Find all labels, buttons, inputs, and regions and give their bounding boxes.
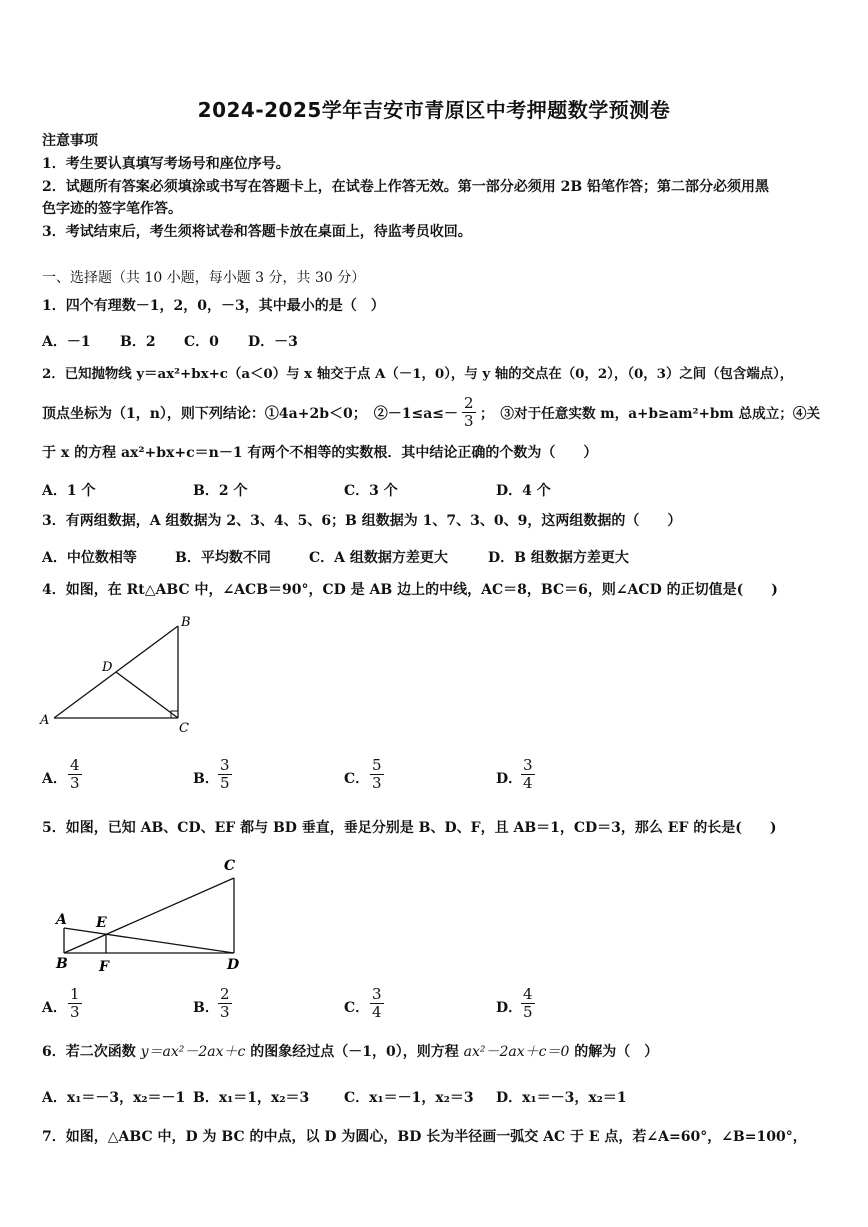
q3-stem: 3．有两组数据，A 组数据为 2、3、4、5、6；B 组数据为 1、7、3、0、9，这两组数据的（ ） [42,513,682,529]
q6-option-d: D．x₁＝－3，x₂＝1 [496,1090,627,1106]
q2-line-2a: 顶点坐标为（1，n），则下列结论：①4a+2b＜0； ②－1≤a≤－ [42,406,459,422]
q5-option-d-den: 5 [523,1003,533,1021]
q4-option-b-fraction [218,757,232,792]
q2-option-a: A．1 个 [42,483,96,499]
q2-line-3: 于 x 的方程 ax²+bx+c＝n－1 有两个不相等的实数根．其中结论正确的个数为（ ） [42,445,598,461]
q4-option-a-letter: A． [42,771,67,787]
notice-heading: 注意事项 [42,133,98,149]
q6-option-a: A．x₁＝－3，x₂＝－1 [42,1090,186,1106]
q5-label-c: C [224,858,236,874]
q4-option-c-den: 3 [372,774,382,792]
q3-option-c: C．A 组数据方差更大 [309,550,448,566]
q5-label-b: B [56,956,68,972]
q4-option-d-num: 3 [523,756,533,774]
q1-option-a: A．－1 [42,334,91,350]
q7-stem: 7．如图，△ABC 中，D 为 BC 的中点，以 D 为圆心，BD 长为半径画一弧交 AC 于 E 点，若∠A=60°，∠B=100°， [42,1129,807,1145]
q2-fraction-denominator: 3 [464,412,474,430]
q1-stem: 1．四个有理数－1，2，0，－3，其中最小的是（ ） [42,298,385,314]
q4-option-c-num: 5 [372,756,382,774]
section-heading: 一、选择题（共 10 小题，每小题 3 分，共 30 分） [42,270,366,286]
q4-option-b-den: 5 [220,774,230,792]
q6-stem-b: 的图象经过点（－1，0），则方程 [250,1044,459,1060]
q6-equation-expr: ax²－2ax＋c＝0 [463,1044,570,1060]
q6-option-b: B．x₁＝1，x₂＝3 [193,1090,310,1106]
q6-function-expr: y＝ax²－2ax＋c [140,1044,246,1060]
q5-label-f: F [99,959,109,975]
q4-stem: 4．如图，在 Rt△ABC 中，∠ACB＝90°，CD 是 AB 边上的中线，AC＝8，BC＝6，则∠ACD 的正切值是( ) [42,582,778,598]
q4-option-c-fraction [370,757,384,792]
q4-option-d-den: 4 [523,774,533,792]
q5-option-a-num: 1 [70,985,80,1003]
notice-item-1: 1．考生要认真填写考场号和座位序号。 [42,156,290,172]
q5-option-b-fraction [218,986,232,1021]
q5-option-b-den: 3 [220,1003,230,1021]
q5-option-b-letter: B． [193,1000,219,1016]
q6-option-c: C．x₁＝－1，x₂＝3 [344,1090,474,1106]
q6-stem-c: 的解为（ ） [574,1044,659,1060]
q6-stem [42,1043,658,1061]
q5-option-c-den: 4 [372,1003,382,1021]
q5-figure [48,850,258,978]
q4-option-c-letter: C． [344,771,370,787]
q5-option-d-letter: D． [496,1000,523,1016]
notice-item-3: 3．考试结束后，考生须将试卷和答题卡放在桌面上，待监考员收回。 [42,224,472,240]
q4-median-cd [116,672,178,718]
q4-label-a: A [40,713,50,728]
q2-option-b: B．2 个 [193,483,248,499]
q6-stem-a: 6．若二次函数 [42,1044,136,1060]
q5-label-a: A [56,912,67,928]
notice-item-2: 2．试题所有答案必须填涂或书写在答题卡上，在试卷上作答无效。第一部分必须用 2B 铅笔作答；第二部分必须用黑 [42,179,770,195]
q4-option-a-fraction [68,757,82,792]
q5-label-e: E [96,915,107,931]
q3-option-d: D．B 组数据方差更大 [488,550,629,566]
q5-option-a-den: 3 [70,1003,80,1021]
q5-option-b-num: 2 [220,985,230,1003]
q4-triangle-figure [38,612,208,734]
q4-option-a-num: 4 [70,756,80,774]
q5-option-a-letter: A． [42,1000,67,1016]
q4-label-c: C [179,721,189,734]
q5-option-c-fraction [370,986,384,1021]
q4-option-b-num: 3 [220,756,230,774]
q2-option-c: C．3 个 [344,483,398,499]
q5-stem: 5．如图，已知 AB、CD、EF 都与 BD 垂直，垂足分别是 B、D、F，且 AB＝1，CD＝3，那么 EF 的长是( ) [42,820,777,836]
q2-fraction [462,395,476,430]
q5-segment-ad [64,928,234,953]
q4-option-d-fraction [521,757,535,792]
q5-segment-bc [64,878,234,953]
page-title: 2024-2025学年吉安市青原区中考押题数学预测卷 [197,98,671,122]
q3-option-a: A．中位数相等 [42,550,137,566]
q2-line-1: 2．已知抛物线 y＝ax²+bx+c（a＜0）与 x 轴交于点 A（－1，0），与 y 轴的交点在（0，2），（0，3）之间（包含端点）， [42,366,794,382]
q1-option-d: D．－3 [248,334,298,350]
q5-option-d-fraction [521,986,535,1021]
q4-option-a-den: 3 [70,774,80,792]
q5-option-c-num: 3 [372,985,382,1003]
q1-option-b: B．2 [120,334,156,350]
notice-item-2-cont: 色字迹的签字笔作答。 [42,201,182,217]
q5-option-a-fraction [68,986,82,1021]
q4-label-d: D [102,660,113,675]
q4-option-d-letter: D． [496,771,523,787]
q1-option-c: C．0 [184,334,219,350]
q4-label-b: B [181,615,191,630]
q5-label-d: D [227,957,240,973]
q2-fraction-numerator: 2 [464,394,474,412]
q3-option-b: B．平均数不同 [175,550,271,566]
q5-option-d-num: 4 [523,985,533,1003]
q2-option-d: D．4 个 [496,483,551,499]
q4-option-b-letter: B． [193,771,219,787]
q2-line-2b: ； ③对于任意实数 m，a+b≥am²+bm 总成立；④关 [480,406,821,422]
q5-option-c-letter: C． [344,1000,370,1016]
